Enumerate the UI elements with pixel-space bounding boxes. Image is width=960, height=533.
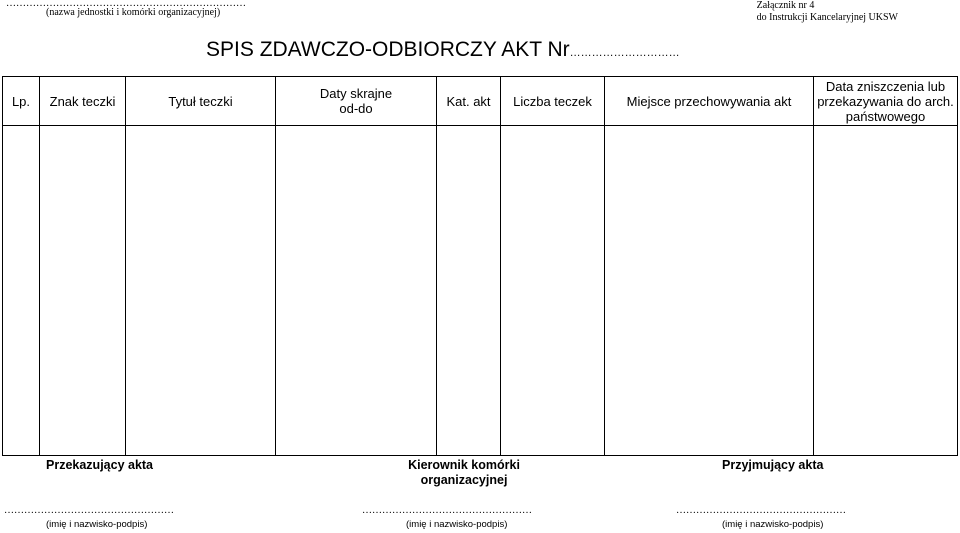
signature-line-unit-head[interactable]: …………………………………………… — [362, 505, 532, 516]
column-header-label: Tytuł teczki — [168, 93, 233, 109]
column-header-label: Daty skrajne — [319, 86, 393, 101]
signature-label-handing-over: Przekazujący akta — [46, 458, 154, 472]
column-header-destruction-date — [814, 77, 958, 126]
table-cell[interactable] — [126, 126, 276, 456]
page-title-number-dots: ………………………… — [569, 47, 680, 59]
organization-name-caption: (nazwa jednostki i komórki organizacyjnej) — [46, 7, 221, 18]
column-header-lp — [3, 77, 40, 126]
column-header-label: Data zniszczenia lub przekazywania do arch. państwowego — [817, 78, 954, 124]
page-title-text: SPIS ZDAWCZO-ODBIORCZY AKT Nr — [206, 38, 570, 61]
column-header-label: Kat. akt — [446, 93, 491, 109]
table-row — [3, 126, 958, 456]
column-header-label: Lp. — [11, 93, 31, 109]
column-header-storage-location — [605, 77, 814, 126]
column-header-category — [437, 77, 501, 126]
signature-label-unit-head: Kierownik komórki organizacyjnej — [408, 458, 520, 487]
column-header-label: Liczba teczek — [513, 93, 592, 109]
signature-hint-handing-over: (imię i nazwisko-podpis) — [46, 519, 148, 530]
inventory-table — [2, 76, 958, 456]
column-header-file-mark — [40, 77, 126, 126]
page-title — [206, 38, 680, 62]
column-header-label: Miejsce przechowywania akt — [626, 93, 792, 109]
attachment-instruction: do Instrukcji Kancelaryjnej UKSW — [756, 12, 898, 23]
column-header-date-range — [276, 77, 437, 126]
table-header-row — [3, 77, 958, 126]
column-header-file-title — [126, 77, 276, 126]
table-cell[interactable] — [501, 126, 605, 456]
column-header-sublabel: od-do — [339, 101, 373, 116]
table-cell[interactable] — [814, 126, 958, 456]
signature-label-receiving: Przyjmujący akta — [722, 458, 824, 472]
table-cell[interactable] — [605, 126, 814, 456]
signature-hint-receiving: (imię i nazwisko-podpis) — [722, 519, 824, 530]
table-cell[interactable] — [3, 126, 40, 456]
signature-line-receiving[interactable]: …………………………………………… — [676, 505, 846, 516]
organization-name-dots: ……………………………………………………………… — [6, 0, 246, 9]
table-cell[interactable] — [40, 126, 126, 456]
signature-line-handing-over[interactable]: …………………………………………… — [4, 505, 174, 516]
signature-hint-unit-head: (imię i nazwisko-podpis) — [406, 519, 508, 530]
table-cell[interactable] — [276, 126, 437, 456]
column-header-label: Znak teczki — [49, 93, 116, 109]
attachment-number: Załącznik nr 4 — [756, 0, 815, 11]
column-header-file-count — [501, 77, 605, 126]
attachment-note — [757, 0, 898, 24]
table-cell[interactable] — [437, 126, 501, 456]
